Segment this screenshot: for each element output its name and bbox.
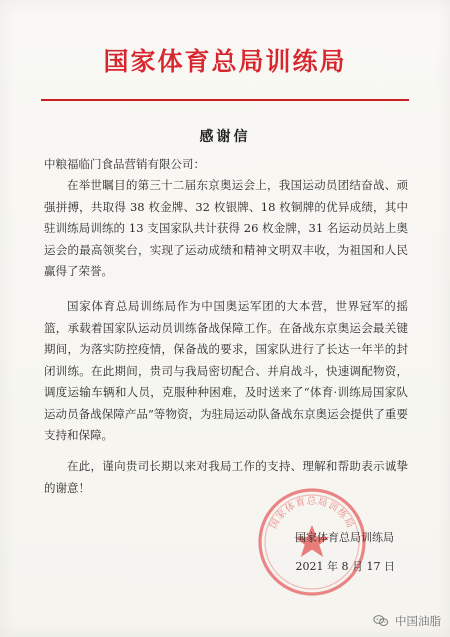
watermark xyxy=(372,612,441,630)
paragraph-text: 国家体育总局训练局作为中国奥运军团的大本营，世界冠军的摇篮，承载着国家队运动员训练备战保障工作。在备战东京奥运会最关键期间，为落实防控疫情，保备战的要求，国家队进行了长达一年半的封闭训练。在此期间，贵司与我局密切配合、并肩战斗，快速调配物资，调度运输车辆和人员，克服种种困难，及时送来了“体育·训练局国家队运动员备战保障产品”等物资，为驻局运动队备战东京奥运会提供了重要支持和保障。 xyxy=(44,299,408,442)
letterhead xyxy=(0,42,450,78)
salutation: 中粮福临门食品营销有限公司： xyxy=(44,157,205,171)
letter-date: 2021 年 8 月 17 日 xyxy=(295,560,395,573)
org-title: 国家体育总局训练局 xyxy=(103,47,347,76)
watermark-label: 中国油脂 xyxy=(395,614,441,628)
seal-text: 国家体育总局训练局 xyxy=(268,496,356,531)
paragraph-2 xyxy=(44,296,408,447)
paragraph-text: 在此，谨向贵司长期以来对我局工作的支持、理解和帮助表示诚挚的谢意！ xyxy=(44,459,408,495)
paragraph-1 xyxy=(44,175,408,283)
paragraph-text: 在举世瞩目的第三十二届东京奥运会上，我国运动员团结奋战、顽强拼搏，共取得 38 枚金牌、32 枚银牌、18 枚铜牌的优异成绩，其中驻训练局训练的 13 支国家队共计获得 26 枚金牌，31 名运动员站上奥运会的最高领奖台，实现了运动成绩和精神文明双丰收，为祖国和人民赢得了荣誉。 xyxy=(44,178,408,278)
wechat-icon xyxy=(372,612,390,630)
signature: 国家体育总局训练局 xyxy=(295,531,394,544)
letter-title: 感谢信 xyxy=(199,129,251,145)
header-rule xyxy=(41,99,409,101)
